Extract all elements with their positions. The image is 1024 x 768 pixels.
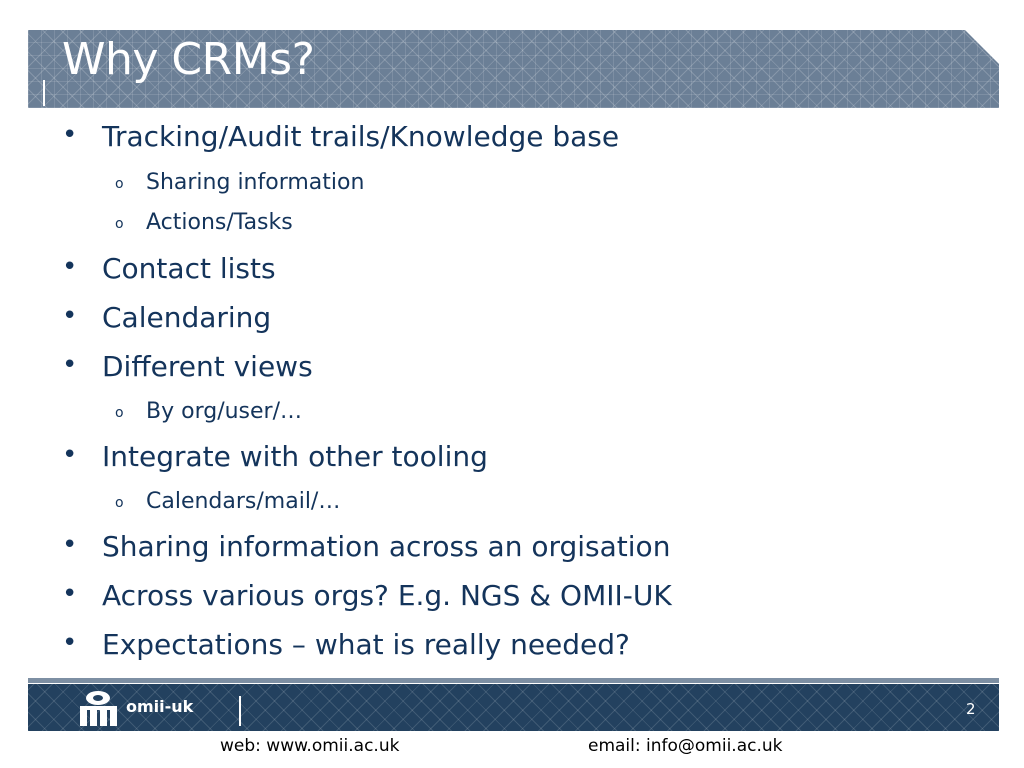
sub-bullet-text: By org/user/… xyxy=(146,399,302,424)
bullet-marker: • xyxy=(62,252,78,282)
footer-divider xyxy=(239,696,241,726)
bullet-marker: • xyxy=(62,579,78,609)
bullet-marker: • xyxy=(62,628,78,658)
bullet-marker: • xyxy=(62,120,78,150)
bullet-text: Integrate with other tooling xyxy=(102,440,488,473)
bullet-text: Sharing information across an orgisation xyxy=(102,530,671,563)
bullet-text: Expectations – what is really needed? xyxy=(102,628,630,661)
bullet-text: Contact lists xyxy=(102,252,276,285)
footer-web-link[interactable]: web: www.omii.ac.uk xyxy=(220,736,400,756)
sub-bullet-text: Calendars/mail/… xyxy=(146,489,341,514)
bullet-text: Calendaring xyxy=(102,301,272,334)
bullet-marker: • xyxy=(62,530,78,560)
logo-text: omii-uk xyxy=(126,697,194,716)
page-number: 2 xyxy=(966,700,976,718)
bullet-text: Different views xyxy=(102,350,313,383)
sub-bullet-marker: o xyxy=(115,495,124,511)
omii-uk-logo-icon xyxy=(76,690,120,728)
sub-bullet-text: Actions/Tasks xyxy=(146,210,293,235)
bullet-text: Across various orgs? E.g. NGS & OMII-UK xyxy=(102,579,672,612)
sub-bullet-marker: o xyxy=(115,405,124,421)
footer-rule xyxy=(28,678,999,683)
slide-title: Why CRMs? xyxy=(62,34,315,85)
sub-bullet-text: Sharing information xyxy=(146,170,365,195)
sub-bullet-marker: o xyxy=(115,216,124,232)
bullet-marker: • xyxy=(62,440,78,470)
sub-bullet-marker: o xyxy=(115,176,124,192)
bullet-text: Tracking/Audit trails/Knowledge base xyxy=(102,120,620,153)
bullet-marker: • xyxy=(62,301,78,331)
bullet-marker: • xyxy=(62,350,78,380)
footer-email-link[interactable]: email: info@omii.ac.uk xyxy=(588,736,783,756)
